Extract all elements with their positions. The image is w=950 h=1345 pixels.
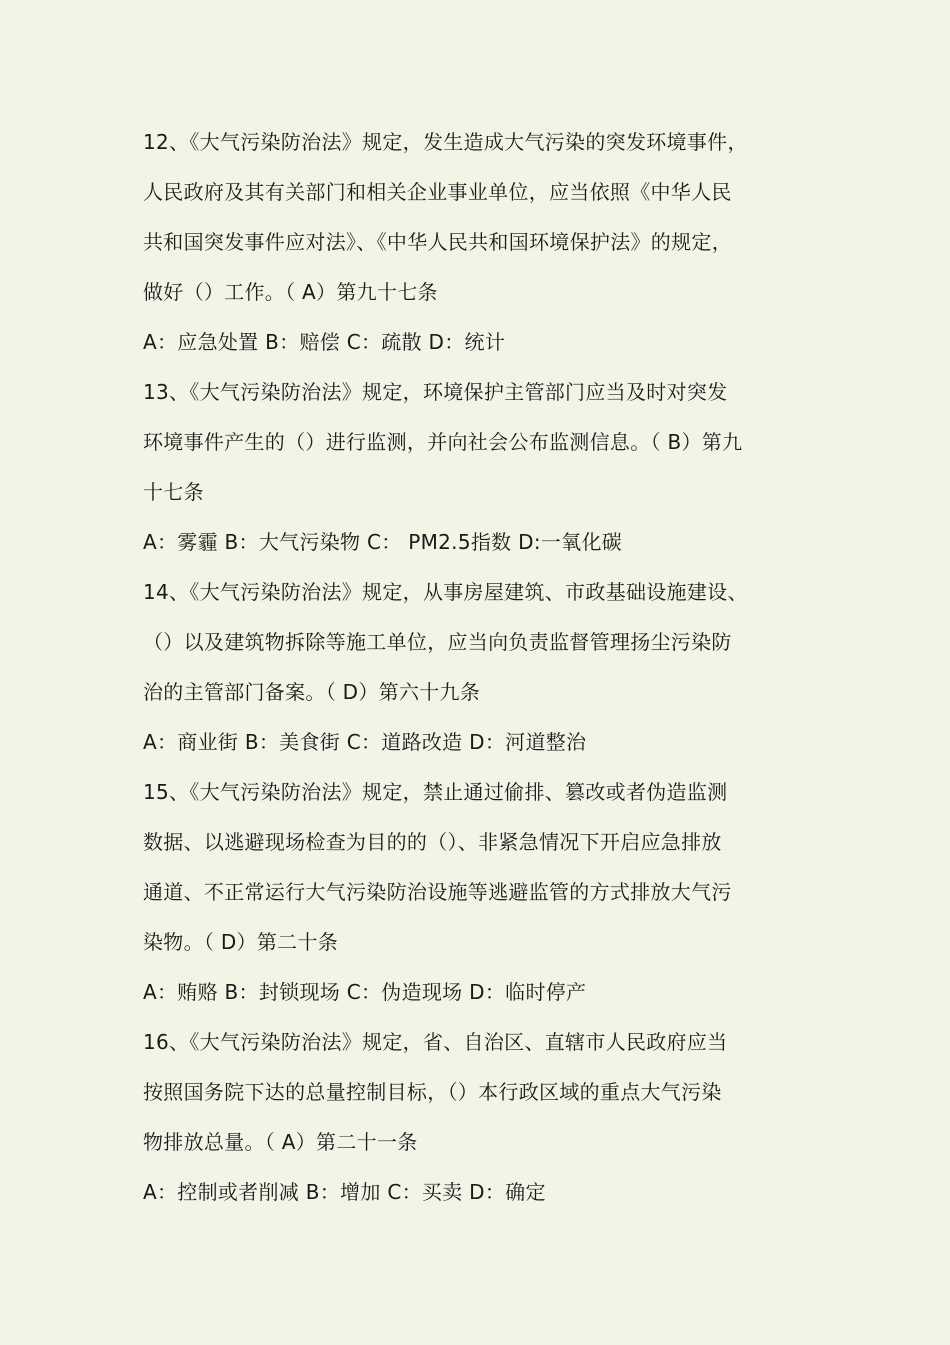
question-15-options: A：贿赂 B：封锁现场 C：伪造现场 D：临时停产 [143, 980, 587, 1004]
question-13-line-2: 环境事件产生的（）进行监测，并向社会公布监测信息。（ B）第九 [143, 430, 743, 454]
question-12-line-1: 12、《大气污染防治法》规定，发生造成大气污染的突发环境事件， [143, 130, 748, 154]
question-12-line-3: 共和国突发事件应对法》、《中华人民共和国环境保护法》的规定， [143, 230, 732, 254]
question-16-options: A：控制或者削减 B：增加 C：买卖 D：确定 [143, 1180, 546, 1204]
question-15-line-3: 通道、不正常运行大气污染防治设施等逃避监管的方式排放大气污 [143, 880, 732, 904]
question-15-line-4: 染物。（ D）第二十条 [143, 930, 339, 954]
question-14-line-2: （）以及建筑物拆除等施工单位，应当向负责监督管理扬尘污染防 [143, 630, 732, 654]
question-16-line-3: 物排放总量。（ A）第二十一条 [143, 1130, 418, 1154]
question-text-block [143, 123, 823, 1223]
question-15-line-2: 数据、以逃避现场检查为目的的（）、非紧急情况下开启应急排放 [143, 830, 722, 854]
question-12-options: A：应急处置 B：赔偿 C：疏散 D：统计 [143, 330, 506, 354]
question-13-line-3: 十七条 [143, 480, 204, 504]
question-14-line-1: 14、《大气污染防治法》规定，从事房屋建筑、市政基础设施建设、 [143, 580, 748, 604]
question-12-line-2: 人民政府及其有关部门和相关企业事业单位，应当依照《中华人民 [143, 180, 732, 204]
question-16-line-1: 16、《大气污染防治法》规定，省、自治区、直辖市人民政府应当 [143, 1030, 728, 1054]
question-14-line-3: 治的主管部门备案。（ D）第六十九条 [143, 680, 481, 704]
question-14-options: A：商业街 B：美食街 C：道路改造 D：河道整治 [143, 730, 587, 754]
question-13-line-1: 13、《大气污染防治法》规定，环境保护主管部门应当及时对突发 [143, 380, 728, 404]
question-15-line-1: 15、《大气污染防治法》规定，禁止通过偷排、篡改或者伪造监测 [143, 780, 728, 804]
question-13-options: A：雾霾 B：大气污染物 C： PM2.5指数 D:一氧化碳 [143, 530, 623, 554]
question-16-line-2: 按照国务院下达的总量控制目标，（）本行政区域的重点大气污染 [143, 1080, 722, 1104]
question-12-line-4: 做好（）工作。（ A）第九十七条 [143, 280, 438, 304]
